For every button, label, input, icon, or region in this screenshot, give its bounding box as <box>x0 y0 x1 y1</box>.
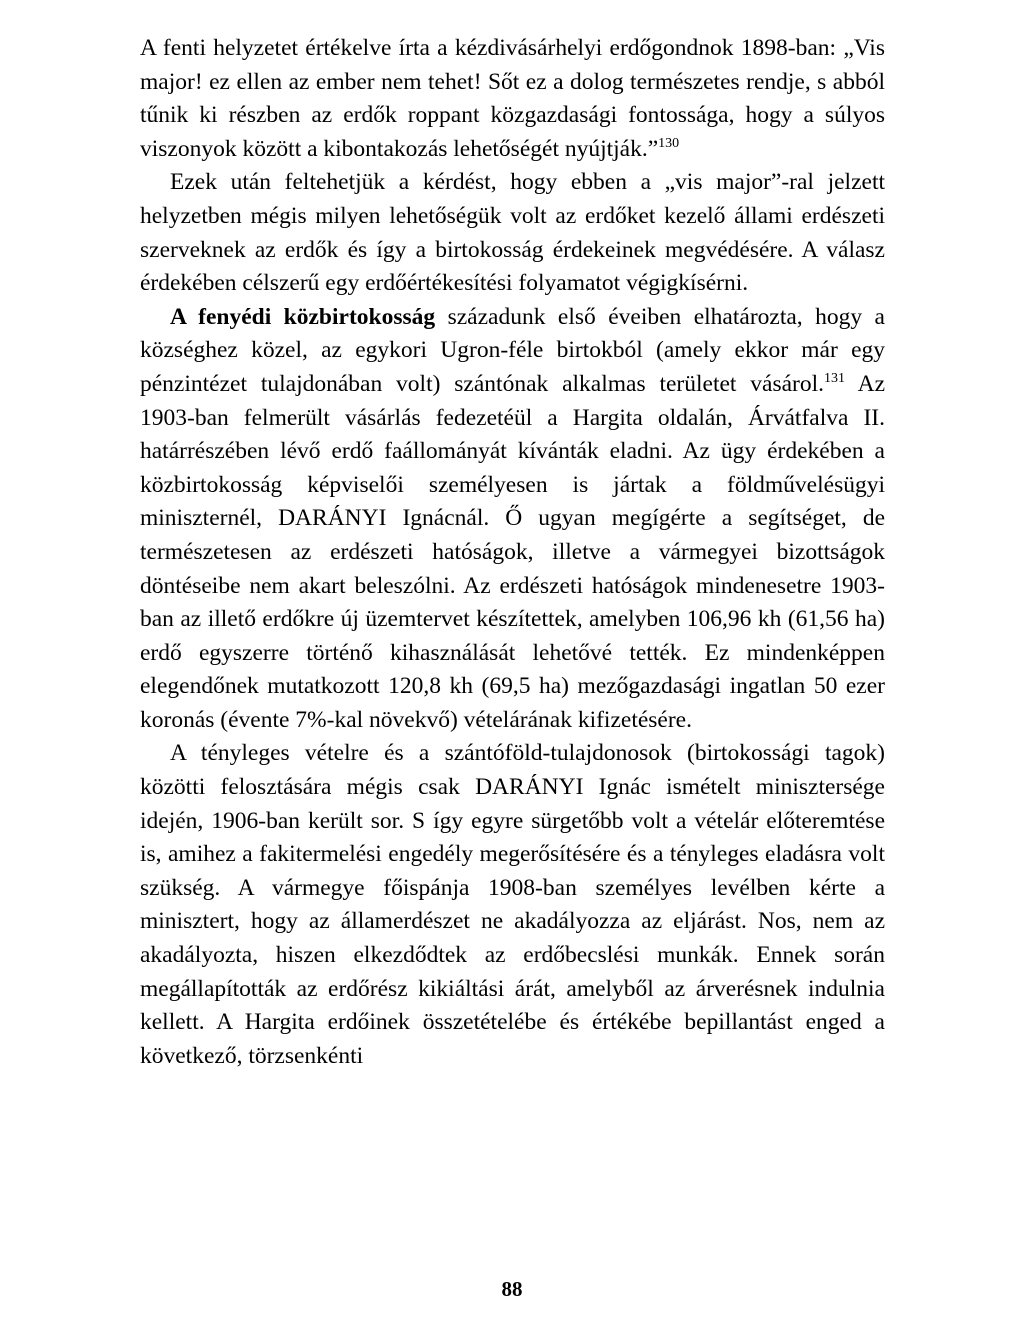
paragraph-3 <box>140 301 885 738</box>
page-number: 88 <box>501 1277 523 1301</box>
page-body <box>140 32 885 1073</box>
paragraph-1 <box>140 32 885 166</box>
footnote-ref-131: 131 <box>824 370 846 386</box>
paragraph-3-text-a: századunk első éveiben elhatározta, hogy a községhez közel, az egykori Ugron-féle birtokból (amely ekkor már egy pénzintézet tulajdonában volt) szántónak alkalmas területet vásárol. <box>140 303 885 397</box>
paragraph-3-text-b: Az 1903-ban felmerült vásárlás fedezetéül a Hargita oldalán, Árvátfalva II. határrészében lévő erdő faállományát kívánták eladni. Az ügy érdekében a közbirtokosság képviselői személyesen is jártak a földművelésügyi miniszternél, DARÁNYI Ignácnál. Ő ugyan megígérte a segítséget, de természetesen az erdészeti hatóságok, illetve a vármegyei bizottságok döntéseibe nem akart beleszólni. Az erdészeti hatóságok mindenesetre 1903-ban az illető erdőkre új üzemtervet készítettek, amelyben 106,96 kh (61,56 ha) erdő egyszerre történő kihasználását lehetővé tették. Ez mindenképpen elegendőnek mutatkozott 120,8 kh (69,5 ha) mezőgazdasági ingatlan 50 ezer koronás (évente 7%-kal növekvő) vételárának kifizetésére. <box>140 370 885 733</box>
paragraph-4-text: A tényleges vételre és a szántóföld-tulajdonosok (birtokossági tagok) közötti felosztására mégis csak DARÁNYI Ignác ismételt minisztersége idején, 1906-ban került sor. S így egyre sürgetőbb volt a vételár előteremtése is, amihez a fakitermelési engedély megerősítésére és a tényleges eladásra volt szükség. A vármegye főispánja 1908-ban személyes levélben kérte a minisztert, hogy az államerdészet ne akadályozza az eljárást. Nos, nem az akadályozta, hiszen elkezdődtek az erdőbecslési munkák. Ennek során megállapították az erdőrész kikiáltási árát, amelyből az árverésnek indulnia kellett. A Hargita erdőinek összetételébe és értékébe bepillantást enged a következő, törzsenkénti <box>140 740 885 1069</box>
bold-lead-fenyedi: A fenyédi közbirtokosság <box>170 303 436 330</box>
footnote-ref-130: 130 <box>658 135 680 151</box>
paragraph-1-text: A fenti helyzetet értékelve írta a kézdivásárhelyi erdőgondnok 1898-ban: „Vis major! ez ellen az ember nem tehet! Sőt ez a dolog természetes rendje, s abból tűnik ki részben az erdők roppant közgazdasági fontossága, hogy a súlyos viszonyok között a kibontakozás lehetőségét nyújtják.” <box>140 35 885 162</box>
paragraph-2 <box>140 166 885 300</box>
paragraph-2-text: Ezek után feltehetjük a kérdést, hogy ebben a „vis major”-ral jelzett helyzetben mégis milyen lehetőségük volt az erdőket kezelő állami erdészeti szerveknek az erdők és így a birtokosság érdekeinek megvédésére. A válasz érdekében célszerű egy erdőértékesítési folyamatot végigkísérni. <box>140 169 885 297</box>
paragraph-4 <box>140 737 885 1073</box>
